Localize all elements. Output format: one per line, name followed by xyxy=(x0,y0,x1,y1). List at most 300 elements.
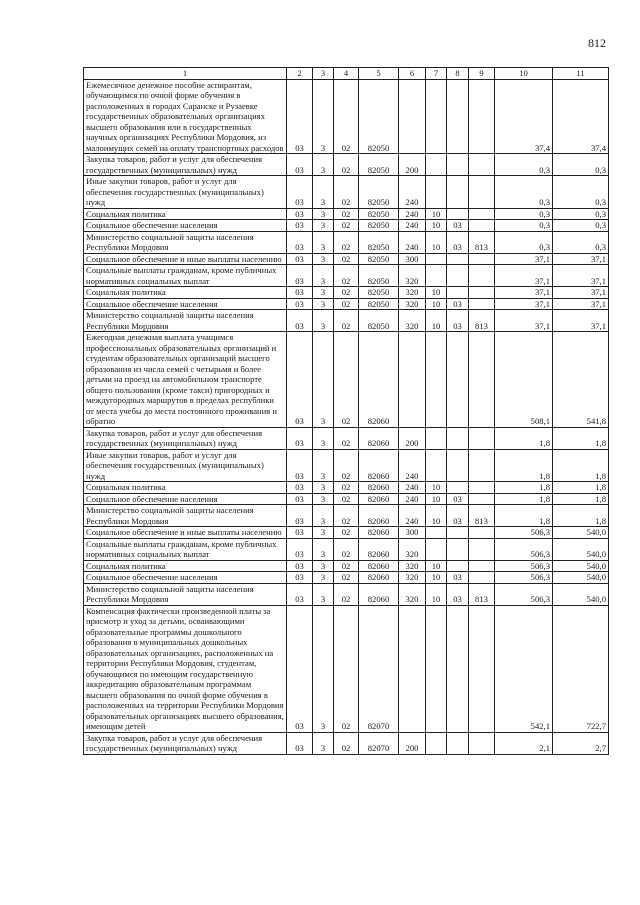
col8-cell xyxy=(447,154,469,176)
col9-cell: 813 xyxy=(469,231,495,253)
col2-cell: 03 xyxy=(287,493,313,505)
page-number: 812 xyxy=(588,36,606,50)
year1-amount-cell: 0,3 xyxy=(495,176,553,209)
table-row xyxy=(84,208,609,220)
col9-cell xyxy=(469,605,495,732)
col3-cell: 3 xyxy=(313,427,334,449)
col2-cell: 03 xyxy=(287,538,313,560)
col2-cell: 03 xyxy=(287,482,313,494)
column-header: 2 xyxy=(287,68,313,80)
col7-cell: 10 xyxy=(426,298,447,310)
year1-amount-cell: 1,8 xyxy=(495,482,553,494)
col4-cell: 02 xyxy=(334,605,359,732)
col9-cell xyxy=(469,482,495,494)
budget-table xyxy=(83,67,609,755)
col3-cell: 3 xyxy=(313,732,334,754)
col6-cell xyxy=(399,79,426,154)
table-row xyxy=(84,560,609,572)
year2-amount-cell: 0,3 xyxy=(553,154,609,176)
col9-cell xyxy=(469,79,495,154)
col2-cell: 03 xyxy=(287,572,313,584)
row-name-cell: Социальные выплаты гражданам, кроме публичных нормативных социальных выплат xyxy=(84,265,287,287)
year2-amount-cell: 540,0 xyxy=(553,527,609,539)
col5-cell: 82050 xyxy=(359,154,399,176)
table-row xyxy=(84,253,609,265)
table-header-row xyxy=(84,68,609,80)
col4-cell: 02 xyxy=(334,493,359,505)
year1-amount-cell: 506,3 xyxy=(495,583,553,605)
year1-amount-cell: 506,3 xyxy=(495,538,553,560)
col9-cell xyxy=(469,208,495,220)
col7-cell: 10 xyxy=(426,583,447,605)
col7-cell xyxy=(426,253,447,265)
col3-cell: 3 xyxy=(313,154,334,176)
year2-amount-cell: 541,8 xyxy=(553,332,609,428)
col7-cell xyxy=(426,332,447,428)
col4-cell: 02 xyxy=(334,176,359,209)
col3-cell: 3 xyxy=(313,208,334,220)
col5-cell: 82060 xyxy=(359,332,399,428)
year1-amount-cell: 1,8 xyxy=(495,493,553,505)
col4-cell: 02 xyxy=(334,298,359,310)
col4-cell: 02 xyxy=(334,583,359,605)
column-header: 10 xyxy=(495,68,553,80)
column-header: 1 xyxy=(84,68,287,80)
column-header: 5 xyxy=(359,68,399,80)
year1-amount-cell: 37,4 xyxy=(495,79,553,154)
col3-cell: 3 xyxy=(313,310,334,332)
col4-cell: 02 xyxy=(334,265,359,287)
row-name-cell: Министерство социальной защиты населения Республики Мордовия xyxy=(84,505,287,527)
col6-cell: 320 xyxy=(399,265,426,287)
col8-cell xyxy=(447,605,469,732)
col6-cell: 320 xyxy=(399,560,426,572)
col8-cell xyxy=(447,732,469,754)
col3-cell: 3 xyxy=(313,605,334,732)
col7-cell: 10 xyxy=(426,231,447,253)
col8-cell xyxy=(447,287,469,299)
table-row xyxy=(84,220,609,232)
col6-cell: 200 xyxy=(399,732,426,754)
col6-cell: 300 xyxy=(399,253,426,265)
table-row xyxy=(84,265,609,287)
year1-amount-cell: 37,1 xyxy=(495,253,553,265)
col6-cell: 240 xyxy=(399,482,426,494)
col7-cell xyxy=(426,154,447,176)
col6-cell: 240 xyxy=(399,208,426,220)
col2-cell: 03 xyxy=(287,505,313,527)
col3-cell: 3 xyxy=(313,572,334,584)
col7-cell xyxy=(426,538,447,560)
col8-cell xyxy=(447,482,469,494)
col9-cell: 813 xyxy=(469,583,495,605)
col3-cell: 3 xyxy=(313,583,334,605)
col3-cell: 3 xyxy=(313,560,334,572)
year1-amount-cell: 1,8 xyxy=(495,505,553,527)
col5-cell: 82050 xyxy=(359,220,399,232)
year2-amount-cell: 1,8 xyxy=(553,449,609,482)
col8-cell: 03 xyxy=(447,505,469,527)
col7-cell: 10 xyxy=(426,482,447,494)
row-name-cell: Социальная политика xyxy=(84,560,287,572)
col2-cell: 03 xyxy=(287,332,313,428)
col4-cell: 02 xyxy=(334,332,359,428)
col5-cell: 82060 xyxy=(359,560,399,572)
col3-cell: 3 xyxy=(313,79,334,154)
row-name-cell: Закупка товаров, работ и услуг для обеспечения государственных (муниципальных) нужд xyxy=(84,154,287,176)
table-row xyxy=(84,310,609,332)
row-name-cell: Министерство социальной защиты населения Республики Мордовия xyxy=(84,231,287,253)
year2-amount-cell: 1,8 xyxy=(553,493,609,505)
col6-cell: 240 xyxy=(399,493,426,505)
col5-cell: 82060 xyxy=(359,583,399,605)
year2-amount-cell: 0,3 xyxy=(553,176,609,209)
col8-cell xyxy=(447,332,469,428)
year1-amount-cell: 37,1 xyxy=(495,287,553,299)
year2-amount-cell: 0,3 xyxy=(553,231,609,253)
col3-cell: 3 xyxy=(313,298,334,310)
year2-amount-cell: 722,7 xyxy=(553,605,609,732)
col6-cell: 200 xyxy=(399,154,426,176)
col2-cell: 03 xyxy=(287,449,313,482)
col7-cell xyxy=(426,265,447,287)
row-name-cell: Социальная политика xyxy=(84,287,287,299)
table-row xyxy=(84,231,609,253)
year2-amount-cell: 1,8 xyxy=(553,482,609,494)
col2-cell: 03 xyxy=(287,220,313,232)
year1-amount-cell: 37,1 xyxy=(495,310,553,332)
col9-cell: 813 xyxy=(469,505,495,527)
col6-cell: 240 xyxy=(399,449,426,482)
col8-cell xyxy=(447,527,469,539)
col3-cell: 3 xyxy=(313,505,334,527)
column-header: 3 xyxy=(313,68,334,80)
col3-cell: 3 xyxy=(313,449,334,482)
col7-cell xyxy=(426,176,447,209)
col5-cell: 82060 xyxy=(359,572,399,584)
col3-cell: 3 xyxy=(313,253,334,265)
col9-cell xyxy=(469,560,495,572)
col2-cell: 03 xyxy=(287,527,313,539)
column-header: 4 xyxy=(334,68,359,80)
col2-cell: 03 xyxy=(287,208,313,220)
year2-amount-cell: 540,0 xyxy=(553,572,609,584)
year1-amount-cell: 0,3 xyxy=(495,154,553,176)
table-row xyxy=(84,154,609,176)
col8-cell xyxy=(447,560,469,572)
col4-cell: 02 xyxy=(334,154,359,176)
col2-cell: 03 xyxy=(287,265,313,287)
col9-cell xyxy=(469,493,495,505)
col5-cell: 82050 xyxy=(359,265,399,287)
col9-cell xyxy=(469,253,495,265)
table-row xyxy=(84,176,609,209)
row-name-cell: Иные закупки товаров, работ и услуг для обеспечения государственных (муниципальных) нужд xyxy=(84,449,287,482)
year2-amount-cell: 37,1 xyxy=(553,265,609,287)
col4-cell: 02 xyxy=(334,231,359,253)
col2-cell: 03 xyxy=(287,176,313,209)
table-row xyxy=(84,538,609,560)
col4-cell: 02 xyxy=(334,527,359,539)
col8-cell xyxy=(447,208,469,220)
year2-amount-cell: 1,8 xyxy=(553,505,609,527)
col6-cell: 200 xyxy=(399,427,426,449)
col7-cell xyxy=(426,427,447,449)
col6-cell: 240 xyxy=(399,176,426,209)
year1-amount-cell: 542,1 xyxy=(495,605,553,732)
column-header: 11 xyxy=(553,68,609,80)
col7-cell xyxy=(426,605,447,732)
col4-cell: 02 xyxy=(334,208,359,220)
col7-cell: 10 xyxy=(426,220,447,232)
row-name-cell: Компенсация фактически произведенной платы за присмотр и уход за детьми, осваивающими образовательные программы дошкольного образования в муниципальных дошкольных образовательных организациях, расположенных на территории Республики Мордовия, студентам, обучающимся по имеющим государственную аккредитацию образовательным программам высшего образования по очной форме обучения в расположенных на территории Республики Мордовия образовательных организациях высшего образования, имеющим детей xyxy=(84,605,287,732)
row-name-cell: Министерство социальной защиты населения Республики Мордовия xyxy=(84,310,287,332)
col5-cell: 82050 xyxy=(359,79,399,154)
col4-cell: 02 xyxy=(334,572,359,584)
col7-cell: 10 xyxy=(426,208,447,220)
col5-cell: 82050 xyxy=(359,208,399,220)
col8-cell xyxy=(447,449,469,482)
col2-cell: 03 xyxy=(287,154,313,176)
year2-amount-cell: 540,0 xyxy=(553,583,609,605)
col8-cell xyxy=(447,176,469,209)
year1-amount-cell: 506,3 xyxy=(495,527,553,539)
table-row xyxy=(84,427,609,449)
col6-cell: 320 xyxy=(399,572,426,584)
col5-cell: 82060 xyxy=(359,505,399,527)
col4-cell: 02 xyxy=(334,427,359,449)
col3-cell: 3 xyxy=(313,176,334,209)
column-header: 8 xyxy=(447,68,469,80)
col3-cell: 3 xyxy=(313,231,334,253)
row-name-cell: Социальная политика xyxy=(84,208,287,220)
col2-cell: 03 xyxy=(287,310,313,332)
row-name-cell: Социальное обеспечение населения xyxy=(84,298,287,310)
col4-cell: 02 xyxy=(334,560,359,572)
table-row xyxy=(84,732,609,754)
col3-cell: 3 xyxy=(313,538,334,560)
col9-cell xyxy=(469,427,495,449)
col9-cell xyxy=(469,449,495,482)
col8-cell: 03 xyxy=(447,493,469,505)
year2-amount-cell: 37,1 xyxy=(553,287,609,299)
col6-cell: 320 xyxy=(399,538,426,560)
column-header: 7 xyxy=(426,68,447,80)
col6-cell: 240 xyxy=(399,505,426,527)
col9-cell xyxy=(469,538,495,560)
col5-cell: 82050 xyxy=(359,231,399,253)
year2-amount-cell: 37,1 xyxy=(553,298,609,310)
col9-cell xyxy=(469,527,495,539)
table-row xyxy=(84,298,609,310)
year2-amount-cell: 2,7 xyxy=(553,732,609,754)
year1-amount-cell: 0,3 xyxy=(495,231,553,253)
col8-cell: 03 xyxy=(447,583,469,605)
col7-cell: 10 xyxy=(426,493,447,505)
col5-cell: 82050 xyxy=(359,253,399,265)
col7-cell xyxy=(426,79,447,154)
col8-cell xyxy=(447,253,469,265)
col6-cell xyxy=(399,332,426,428)
col6-cell: 320 xyxy=(399,583,426,605)
col3-cell: 3 xyxy=(313,527,334,539)
col4-cell: 02 xyxy=(334,253,359,265)
column-header: 6 xyxy=(399,68,426,80)
col6-cell: 320 xyxy=(399,287,426,299)
year2-amount-cell: 37,1 xyxy=(553,253,609,265)
col6-cell: 300 xyxy=(399,527,426,539)
col5-cell: 82060 xyxy=(359,527,399,539)
row-name-cell: Социальное обеспечение и иные выплаты населению xyxy=(84,527,287,539)
col6-cell: 240 xyxy=(399,231,426,253)
table-row xyxy=(84,287,609,299)
table-row xyxy=(84,572,609,584)
table-row xyxy=(84,583,609,605)
col9-cell xyxy=(469,176,495,209)
table-row xyxy=(84,332,609,428)
col7-cell: 10 xyxy=(426,505,447,527)
col8-cell xyxy=(447,79,469,154)
year1-amount-cell: 0,3 xyxy=(495,220,553,232)
row-name-cell: Социальная политика xyxy=(84,482,287,494)
year2-amount-cell: 37,4 xyxy=(553,79,609,154)
col2-cell: 03 xyxy=(287,427,313,449)
col8-cell xyxy=(447,427,469,449)
col6-cell: 240 xyxy=(399,220,426,232)
col4-cell: 02 xyxy=(334,220,359,232)
year1-amount-cell: 508,1 xyxy=(495,332,553,428)
col7-cell: 10 xyxy=(426,310,447,332)
row-name-cell: Министерство социальной защиты населения Республики Мордовия xyxy=(84,583,287,605)
col9-cell xyxy=(469,298,495,310)
year1-amount-cell: 506,3 xyxy=(495,572,553,584)
table-row xyxy=(84,79,609,154)
col4-cell: 02 xyxy=(334,449,359,482)
col5-cell: 82050 xyxy=(359,298,399,310)
col2-cell: 03 xyxy=(287,583,313,605)
col3-cell: 3 xyxy=(313,220,334,232)
col2-cell: 03 xyxy=(287,231,313,253)
col6-cell xyxy=(399,605,426,732)
table-row xyxy=(84,493,609,505)
col2-cell: 03 xyxy=(287,253,313,265)
year1-amount-cell: 0,3 xyxy=(495,208,553,220)
col5-cell: 82050 xyxy=(359,176,399,209)
col8-cell: 03 xyxy=(447,298,469,310)
table-row xyxy=(84,605,609,732)
col8-cell: 03 xyxy=(447,310,469,332)
col9-cell xyxy=(469,265,495,287)
col3-cell: 3 xyxy=(313,332,334,428)
table-row xyxy=(84,505,609,527)
year1-amount-cell: 1,8 xyxy=(495,427,553,449)
col5-cell: 82060 xyxy=(359,493,399,505)
col7-cell xyxy=(426,527,447,539)
col8-cell xyxy=(447,265,469,287)
row-name-cell: Закупка товаров, работ и услуг для обеспечения государственных (муниципальных) нужд xyxy=(84,427,287,449)
row-name-cell: Социальное обеспечение населения xyxy=(84,220,287,232)
col2-cell: 03 xyxy=(287,560,313,572)
col2-cell: 03 xyxy=(287,79,313,154)
col9-cell xyxy=(469,572,495,584)
col7-cell: 10 xyxy=(426,287,447,299)
col5-cell: 82070 xyxy=(359,732,399,754)
col4-cell: 02 xyxy=(334,538,359,560)
row-name-cell: Социальное обеспечение населения xyxy=(84,572,287,584)
col4-cell: 02 xyxy=(334,79,359,154)
col4-cell: 02 xyxy=(334,482,359,494)
col9-cell: 813 xyxy=(469,310,495,332)
col7-cell: 10 xyxy=(426,560,447,572)
col8-cell: 03 xyxy=(447,220,469,232)
col9-cell xyxy=(469,154,495,176)
year2-amount-cell: 540,0 xyxy=(553,538,609,560)
row-name-cell: Социальные выплаты гражданам, кроме публичных нормативных социальных выплат xyxy=(84,538,287,560)
col4-cell: 02 xyxy=(334,310,359,332)
col3-cell: 3 xyxy=(313,287,334,299)
year2-amount-cell: 1,8 xyxy=(553,427,609,449)
col9-cell xyxy=(469,220,495,232)
col7-cell xyxy=(426,449,447,482)
col8-cell xyxy=(447,538,469,560)
row-name-cell: Социальное обеспечение и иные выплаты населению xyxy=(84,253,287,265)
col4-cell: 02 xyxy=(334,287,359,299)
year1-amount-cell: 2,1 xyxy=(495,732,553,754)
col5-cell: 82050 xyxy=(359,310,399,332)
col9-cell xyxy=(469,287,495,299)
row-name-cell: Иные закупки товаров, работ и услуг для обеспечения государственных (муниципальных) нужд xyxy=(84,176,287,209)
col2-cell: 03 xyxy=(287,287,313,299)
row-name-cell: Социальное обеспечение населения xyxy=(84,493,287,505)
col4-cell: 02 xyxy=(334,732,359,754)
year1-amount-cell: 506,3 xyxy=(495,560,553,572)
year2-amount-cell: 37,1 xyxy=(553,310,609,332)
table-row xyxy=(84,482,609,494)
col3-cell: 3 xyxy=(313,482,334,494)
row-name-cell: Закупка товаров, работ и услуг для обеспечения государственных (муниципальных) нужд xyxy=(84,732,287,754)
row-name-cell: Ежегодная денежная выплата учащимся профессиональных образовательных организаций и студентам образовательных организаций высшего образования из числа семей с четырьмя и более детьми на проезд на автомобильном транспорте общего пользования (кроме такси) пригородных и междугородных маршрутов в пределах республики от места учебы до места постоянного проживания и обратно xyxy=(84,332,287,428)
row-name-cell: Ежемесячное денежное пособие аспирантам, обучающимся по очной форме обучения в расположенных в городах Саранске и Рузаевке государственных образовательных организациях высшего образования или в государственных научных организациях Республики Мордовия, из малоимущих семей на оплату транспортных расходов xyxy=(84,79,287,154)
year1-amount-cell: 37,1 xyxy=(495,265,553,287)
year2-amount-cell: 0,3 xyxy=(553,220,609,232)
year2-amount-cell: 0,3 xyxy=(553,208,609,220)
col6-cell: 320 xyxy=(399,310,426,332)
col5-cell: 82070 xyxy=(359,605,399,732)
col2-cell: 03 xyxy=(287,298,313,310)
table-row xyxy=(84,449,609,482)
col7-cell xyxy=(426,732,447,754)
col2-cell: 03 xyxy=(287,605,313,732)
year1-amount-cell: 37,1 xyxy=(495,298,553,310)
column-header: 9 xyxy=(469,68,495,80)
col5-cell: 82060 xyxy=(359,427,399,449)
col8-cell: 03 xyxy=(447,231,469,253)
col6-cell: 320 xyxy=(399,298,426,310)
col4-cell: 02 xyxy=(334,505,359,527)
col3-cell: 3 xyxy=(313,265,334,287)
col7-cell: 10 xyxy=(426,572,447,584)
table-row xyxy=(84,527,609,539)
col2-cell: 03 xyxy=(287,732,313,754)
col9-cell xyxy=(469,332,495,428)
col3-cell: 3 xyxy=(313,493,334,505)
col5-cell: 82060 xyxy=(359,538,399,560)
col8-cell: 03 xyxy=(447,572,469,584)
col5-cell: 82060 xyxy=(359,482,399,494)
col9-cell xyxy=(469,732,495,754)
col5-cell: 82050 xyxy=(359,287,399,299)
year1-amount-cell: 1,8 xyxy=(495,449,553,482)
